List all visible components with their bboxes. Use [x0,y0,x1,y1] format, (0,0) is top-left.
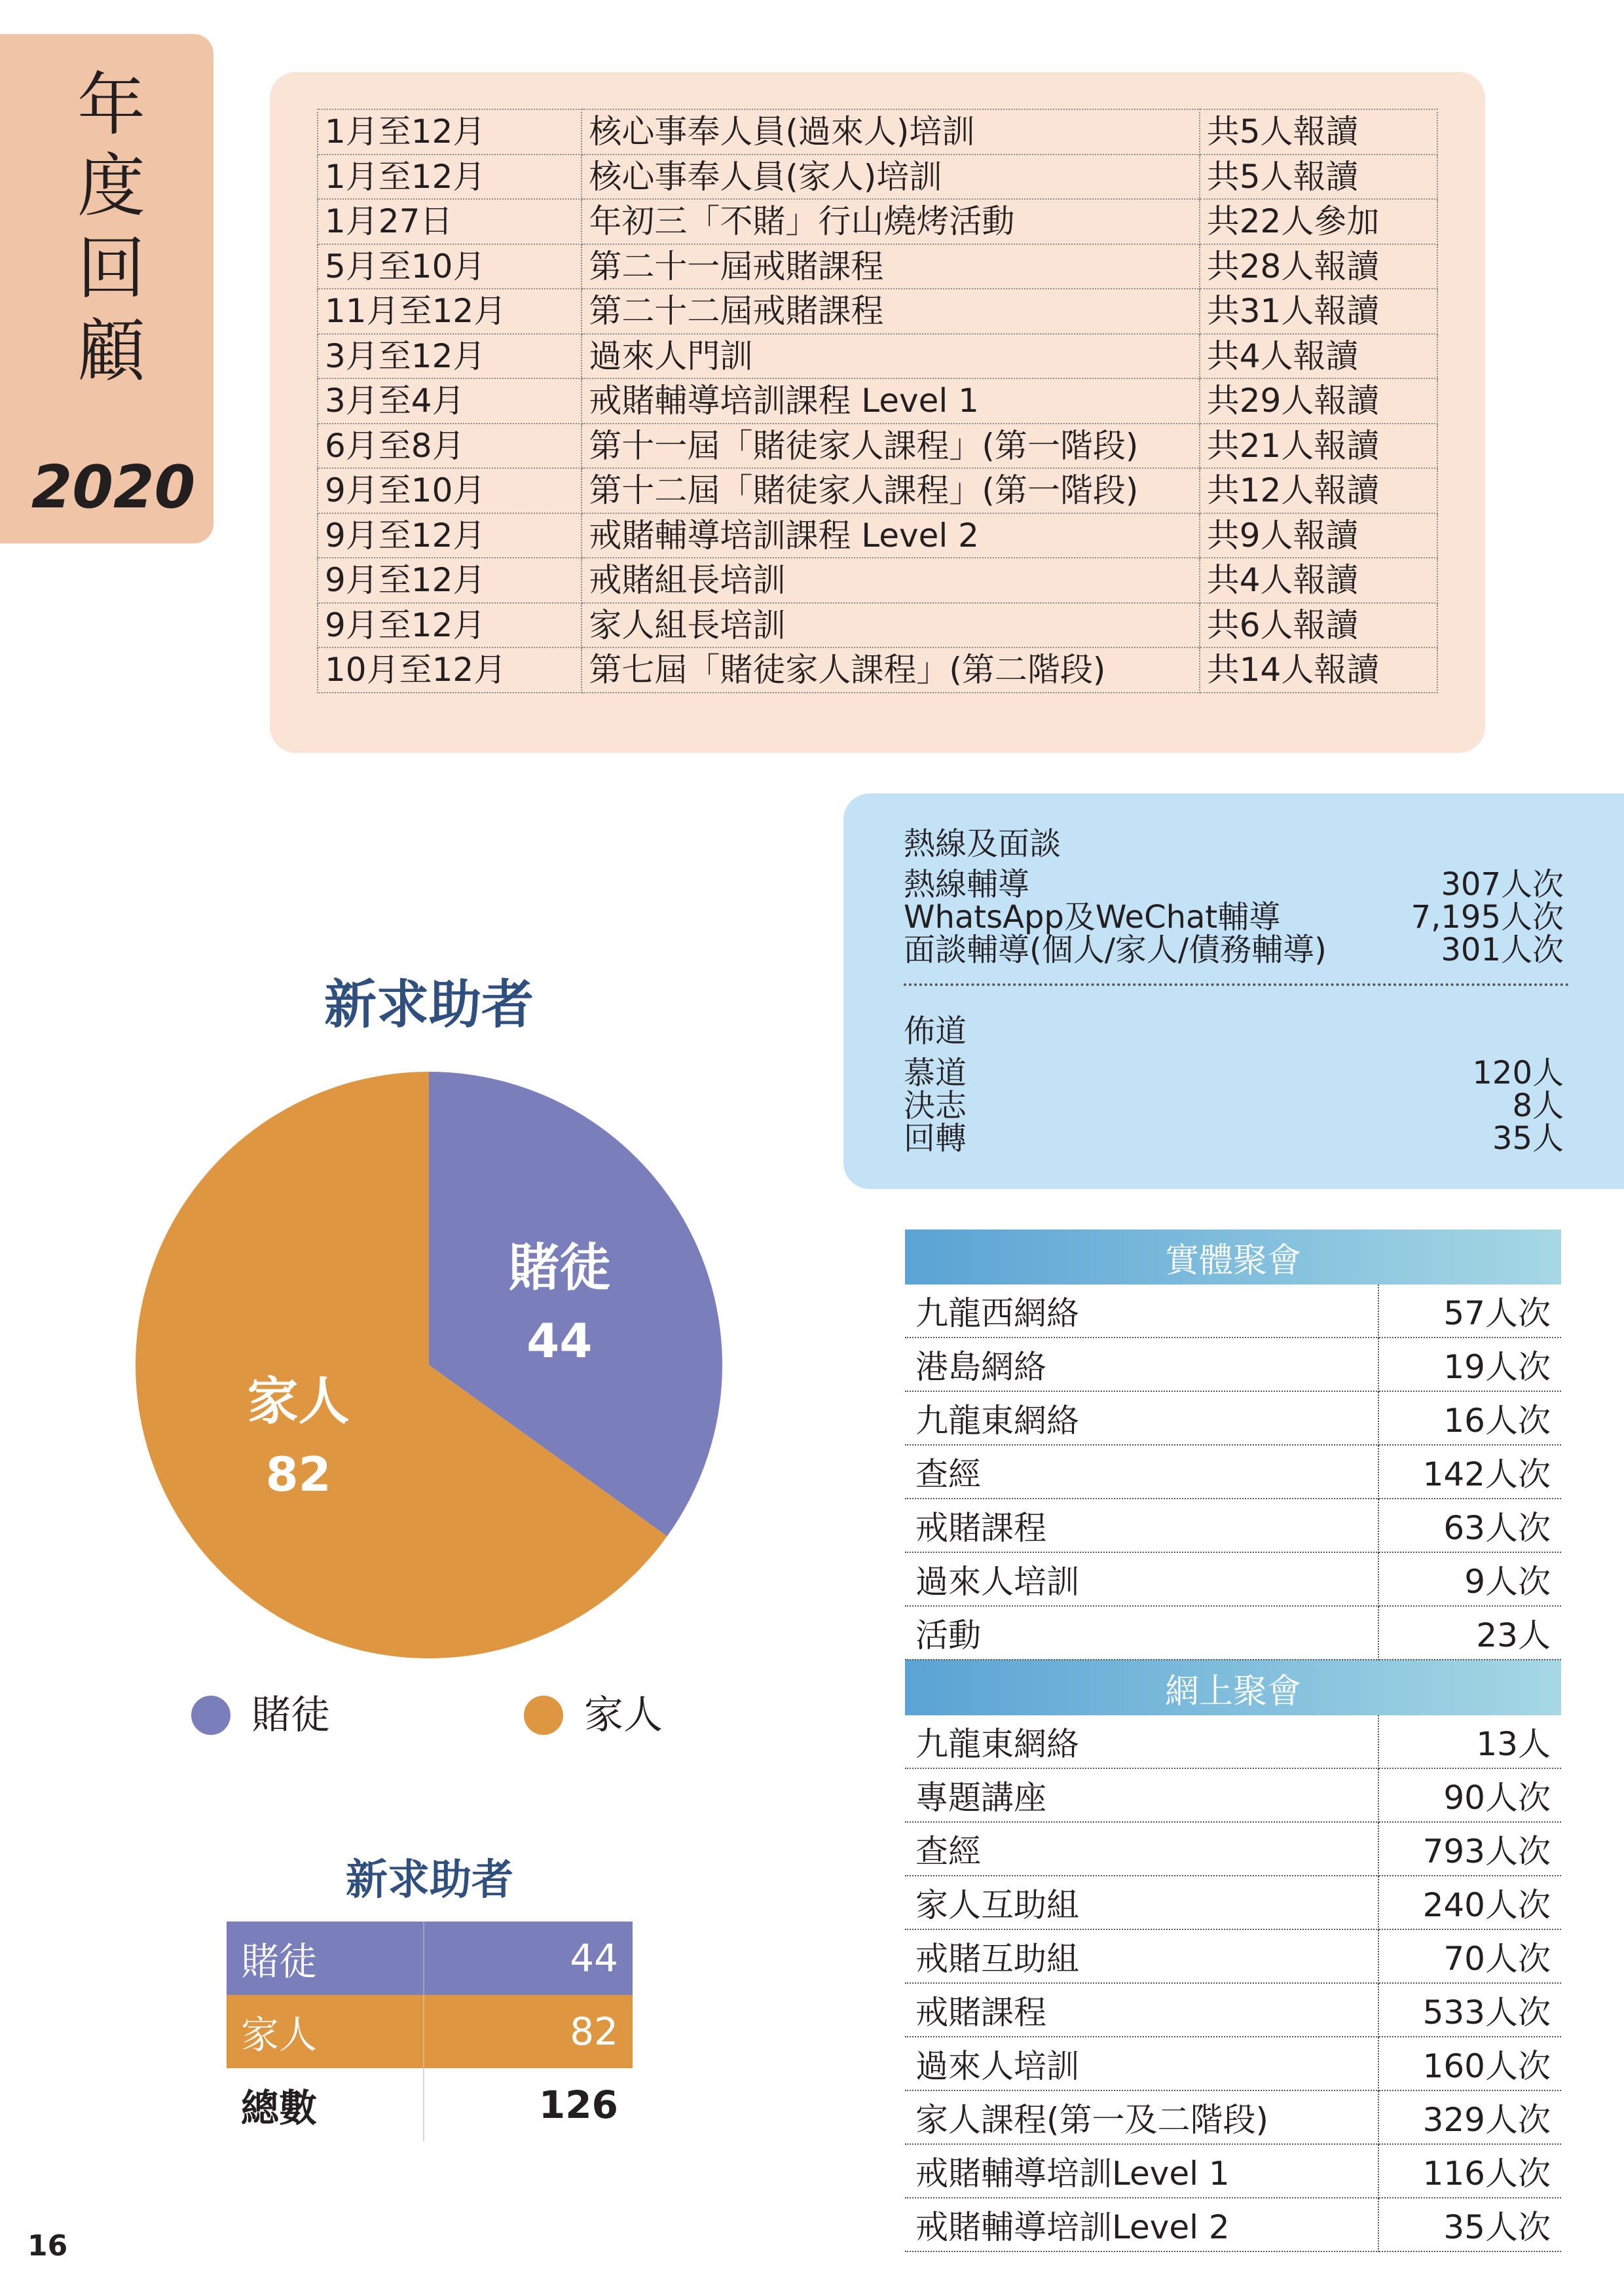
meeting-row [905,1822,1561,1876]
schedule-period: 9月至12月 [318,558,581,603]
meeting-row [905,1876,1561,1929]
schedule-period: 1月27日 [318,199,581,244]
hotline-row [904,934,1564,966]
summary-total-value: 126 [424,2068,633,2141]
meeting-value: 533人次 [1378,1983,1561,2037]
schedule-count: 共31人報讀 [1200,289,1437,334]
hotline-row-value: 307人次 [1441,866,1564,903]
evangelism-row-label: 回轉 [904,1120,967,1157]
hotline-heading: 熱線及面談 [904,826,1061,862]
meeting-label: 家人課程(第一及二階段) [905,2090,1378,2144]
online-meetings-header: 網上聚會 [905,1660,1561,1715]
meeting-value: 57人次 [1378,1285,1561,1338]
schedule-count: 共14人報讀 [1200,647,1437,693]
meeting-label: 專題講座 [905,1768,1378,1822]
schedule-count: 共29人報讀 [1200,378,1437,424]
pie-chart-title: 新求助者 [324,974,534,1035]
meeting-value: 19人次 [1378,1338,1561,1391]
schedule-period: 1月至12月 [318,155,581,200]
summary-title: 新求助者 [346,1856,513,1904]
meeting-label: 家人互助組 [905,1876,1378,1929]
schedule-activity: 第二十一屆戒賭課程 [581,244,1199,289]
summary-row-gambler [227,1922,633,1995]
schedule-row [318,468,1437,513]
meeting-value: 90人次 [1378,1768,1561,1822]
schedule-count: 共5人報讀 [1200,109,1437,155]
meeting-label: 過來人培訓 [905,2037,1378,2090]
schedule-activity: 核心事奉人員(過來人)培訓 [581,109,1199,155]
summary-label: 賭徒 [227,1922,424,1995]
schedule-period: 3月至4月 [318,378,581,424]
legend-dot-family [524,1696,563,1735]
meeting-value: 70人次 [1378,1929,1561,1983]
schedule-count: 共4人報讀 [1200,558,1437,603]
schedule-period: 10月至12月 [318,647,581,693]
meeting-row [905,1391,1561,1445]
summary-value: 44 [424,1922,633,1995]
section-title-char: 顧 [77,311,145,391]
schedule-count: 共5人報讀 [1200,155,1437,200]
schedule-activity: 戒賭組長培訓 [581,558,1199,603]
schedule-row [318,199,1437,244]
hotline-divider [904,983,1569,986]
meeting-row [905,1338,1561,1391]
online-meetings-header-row [905,1660,1561,1715]
schedule-row [318,647,1437,693]
schedule-row [318,334,1437,379]
summary-row-total [227,2068,633,2141]
schedule-period: 9月至12月 [318,603,581,648]
hotline-row [904,868,1564,901]
meeting-row [905,1552,1561,1606]
schedule-period: 6月至8月 [318,424,581,469]
meeting-row [905,1715,1561,1768]
hotline-row-label: 面談輔導(個人/家人/債務輔導) [904,932,1327,968]
section-title-char: 回 [77,228,145,308]
hotline-row-label: WhatsApp及WeChat輔導 [904,899,1281,936]
summary-label: 家人 [227,1995,424,2068]
meeting-label: 戒賭輔導培訓Level 1 [905,2144,1378,2198]
meeting-row [905,1768,1561,1822]
summary-value: 82 [424,1995,633,2068]
meeting-label: 查經 [905,1822,1378,1876]
schedule-row [318,378,1437,424]
legend-dot-gambler [191,1696,231,1735]
section-year: 2020 [31,453,196,522]
schedule-row [318,513,1437,558]
schedule-activity: 戒賭輔導培訓課程 Level 2 [581,513,1199,558]
pie-label-family-value: 82 [265,1447,331,1503]
schedule-period: 3月至12月 [318,334,581,379]
schedule-row [318,155,1437,200]
meeting-value: 13人 [1378,1715,1561,1768]
meeting-value: 116人次 [1378,2144,1561,2198]
schedule-activity: 第十二屆「賭徒家人課程」(第一階段) [581,468,1199,513]
schedule-row [318,244,1437,289]
meeting-label: 戒賭課程 [905,1499,1378,1552]
schedule-activity: 年初三「不賭」行山燒烤活動 [581,199,1199,244]
schedule-period: 9月至12月 [318,513,581,558]
schedule-count: 共21人報讀 [1200,424,1437,469]
meeting-row [905,2198,1561,2251]
summary-total-label: 總數 [227,2068,424,2141]
evangelism-row [904,1089,1564,1122]
hotline-row [904,901,1564,934]
physical-meetings-header: 實體聚會 [905,1230,1561,1285]
schedule-row [318,289,1437,334]
evangelism-heading: 佈道 [904,1013,967,1049]
schedule-count: 共28人報讀 [1200,244,1437,289]
section-tab [0,34,213,543]
meeting-label: 戒賭課程 [905,1983,1378,2037]
meeting-value: 793人次 [1378,1822,1561,1876]
meeting-value: 35人次 [1378,2198,1561,2251]
meeting-value: 9人次 [1378,1552,1561,1606]
hotline-row-value: 7,195人次 [1411,899,1564,936]
pie-label-gambler-value: 44 [526,1313,593,1368]
meeting-label: 戒賭輔導培訓Level 2 [905,2198,1378,2251]
physical-meetings-header-row [905,1230,1561,1285]
schedule-activity: 核心事奉人員(家人)培訓 [581,155,1199,200]
meeting-value: 160人次 [1378,2037,1561,2090]
schedule-panel [270,72,1485,753]
meeting-label: 港島網絡 [905,1338,1378,1391]
hotline-panel [843,793,1624,1189]
legend-label-gambler: 賭徒 [251,1692,330,1738]
pie-label-gambler-name: 賭徒 [508,1238,611,1298]
meeting-value: 23人 [1378,1606,1561,1660]
schedule-count: 共4人報讀 [1200,334,1437,379]
evangelism-row-label: 慕道 [904,1055,967,1091]
schedule-activity: 家人組長培訓 [581,603,1199,648]
schedule-period: 9月至10月 [318,468,581,513]
meetings-table [905,1230,1561,2252]
meeting-value: 16人次 [1378,1391,1561,1445]
meeting-value: 63人次 [1378,1499,1561,1552]
pie-chart [131,1067,727,1663]
meeting-row [905,1606,1561,1660]
pie-label-family-name: 家人 [247,1372,350,1432]
meeting-label: 戒賭互助組 [905,1929,1378,1983]
evangelism-row-value: 8人 [1512,1087,1564,1124]
evangelism-row-label: 決志 [904,1087,967,1124]
schedule-table [317,109,1438,693]
evangelism-row [904,1057,1564,1089]
meeting-label: 九龍東網絡 [905,1391,1378,1445]
schedule-activity: 第二十二屆戒賭課程 [581,289,1199,334]
schedule-period: 1月至12月 [318,109,581,155]
hotline-row-value: 301人次 [1441,932,1564,968]
meeting-label: 九龍西網絡 [905,1285,1378,1338]
meeting-value: 142人次 [1378,1445,1561,1499]
meeting-value: 240人次 [1378,1876,1561,1929]
meeting-row [905,1983,1561,2037]
summary-table [227,1922,633,2141]
evangelism-row [904,1122,1564,1155]
summary-row-family [227,1995,633,2068]
meeting-row [905,1445,1561,1499]
meeting-label: 過來人培訓 [905,1552,1378,1606]
schedule-row [318,603,1437,648]
meeting-row [905,1499,1561,1552]
meeting-label: 查經 [905,1445,1378,1499]
schedule-activity: 第七屆「賭徒家人課程」(第二階段) [581,647,1199,693]
section-title-char: 度 [77,146,145,226]
schedule-row [318,424,1437,469]
schedule-count: 共9人報讀 [1200,513,1437,558]
meeting-label: 九龍東網絡 [905,1715,1378,1768]
hotline-row-label: 熱線輔導 [904,866,1030,903]
schedule-activity: 戒賭輔導培訓課程 Level 1 [581,378,1199,424]
schedule-row [318,558,1437,603]
meeting-value: 329人次 [1378,2090,1561,2144]
schedule-count: 共22人參加 [1200,199,1437,244]
evangelism-row-value: 120人 [1472,1055,1564,1091]
schedule-count: 共6人報讀 [1200,603,1437,648]
meeting-row [905,1929,1561,1983]
page-number: 16 [28,2229,68,2263]
meeting-row [905,2037,1561,2090]
schedule-activity: 過來人門訓 [581,334,1199,379]
meeting-row [905,2090,1561,2144]
meeting-row [905,1285,1561,1338]
schedule-period: 5月至10月 [318,244,581,289]
meeting-row [905,2144,1561,2198]
evangelism-row-value: 35人 [1492,1120,1564,1157]
schedule-period: 11月至12月 [318,289,581,334]
schedule-row [318,109,1437,155]
meeting-label: 活動 [905,1606,1378,1660]
legend-label-family: 家人 [584,1692,663,1738]
schedule-count: 共12人報讀 [1200,468,1437,513]
section-title-char: 年 [77,65,145,145]
schedule-activity: 第十一屆「賭徒家人課程」(第一階段) [581,424,1199,469]
